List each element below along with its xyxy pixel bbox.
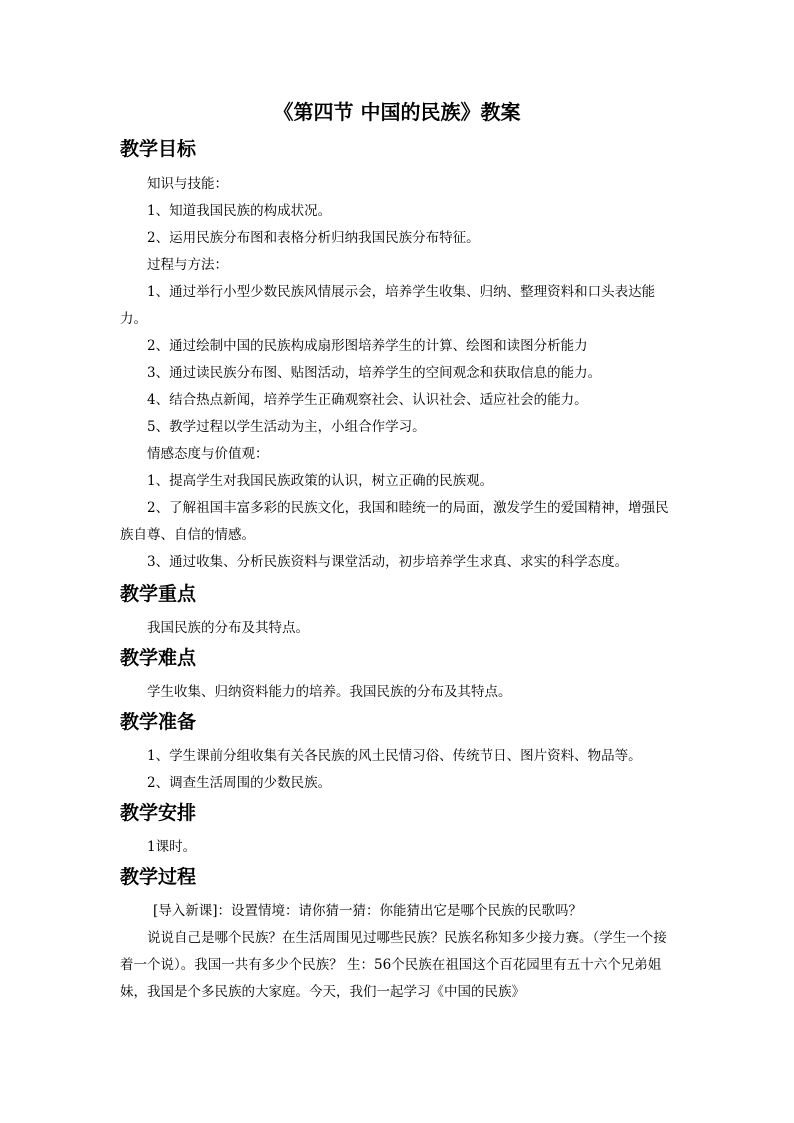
attitude-item-1: 1、提高学生对我国民族政策的认识，树立正确的民族观。 — [147, 473, 494, 489]
attitude-item-2: 2、了解祖国丰富多彩的民族文化，我国和睦统一的局面，激发学生的爱国精神，增强民族自尊、自信的情感。 — [120, 500, 669, 543]
process-item-5: 5、教学过程以学生活动为主，小组合作学习。 — [147, 419, 426, 435]
attitude-label: 情感态度与价值观： — [147, 446, 269, 462]
procedure-paragraph: 说说自己是哪个民族？在生活周围见过哪些民族？民族名称知多少接力赛。（学生一个接着一个说）。我国一共有多少个民族？ 生：56个民族在祖国这个百花园里有五十六个兄弟姐妹，我国是个多民族的大家庭。今天，我们一起学习《中国的民族》 — [120, 930, 667, 1000]
heading-objectives: 教学目标 — [120, 138, 197, 160]
preparation-item-1: 1、学生课前分组收集有关各民族的风土民情习俗、传统节日、图片资料、物品等。 — [147, 748, 642, 764]
process-item-3: 3、通过读民族分布图、贴图活动，培养学生的空间观念和获取信息的能力。 — [147, 365, 602, 381]
attitude-item-3: 3、通过收集、分析民族资料与课堂活动，初步培养学生求真、求实的科学态度。 — [147, 554, 629, 570]
preparation-item-2: 2、调查生活周围的少数民族。 — [147, 775, 332, 791]
process-item-1: 1、通过举行小型少数民族风情展示会，培养学生收集、归纳、整理资料和口头表达能力。 — [120, 284, 656, 327]
heading-difficulties: 教学难点 — [120, 647, 197, 669]
knowledge-item-1: 1、知道我国民族的构成状况。 — [147, 203, 332, 219]
knowledge-label: 知识与技能： — [147, 176, 228, 192]
process-label: 过程与方法： — [147, 257, 228, 273]
difficulties-text: 学生收集、归纳资料能力的培养。我国民族的分布及其特点。 — [147, 684, 512, 700]
knowledge-item-2: 2、运用民族分布图和表格分析归纳我国民族分布特征。 — [147, 230, 480, 246]
arrangement-text: 1课时。 — [147, 839, 197, 855]
process-item-2: 2、通过绘制中国的民族构成扇形图培养学生的计算、绘图和读图分析能力 — [147, 338, 588, 354]
document-title: 《第四节 中国的民族》教案 — [273, 100, 521, 124]
heading-arrangement: 教学安排 — [120, 802, 197, 824]
procedure-intro: [导入新课]：设置情境：请你猜一猜：你能猜出它是哪个民族的民歌吗？ — [153, 903, 583, 919]
heading-key-points: 教学重点 — [120, 583, 197, 605]
heading-preparation: 教学准备 — [120, 711, 197, 733]
heading-procedure: 教学过程 — [120, 866, 197, 888]
key-points-text: 我国民族的分布及其特点。 — [147, 620, 309, 636]
process-item-4: 4、结合热点新闻，培养学生正确观察社会、认识社会、适应社会的能力。 — [147, 392, 588, 408]
